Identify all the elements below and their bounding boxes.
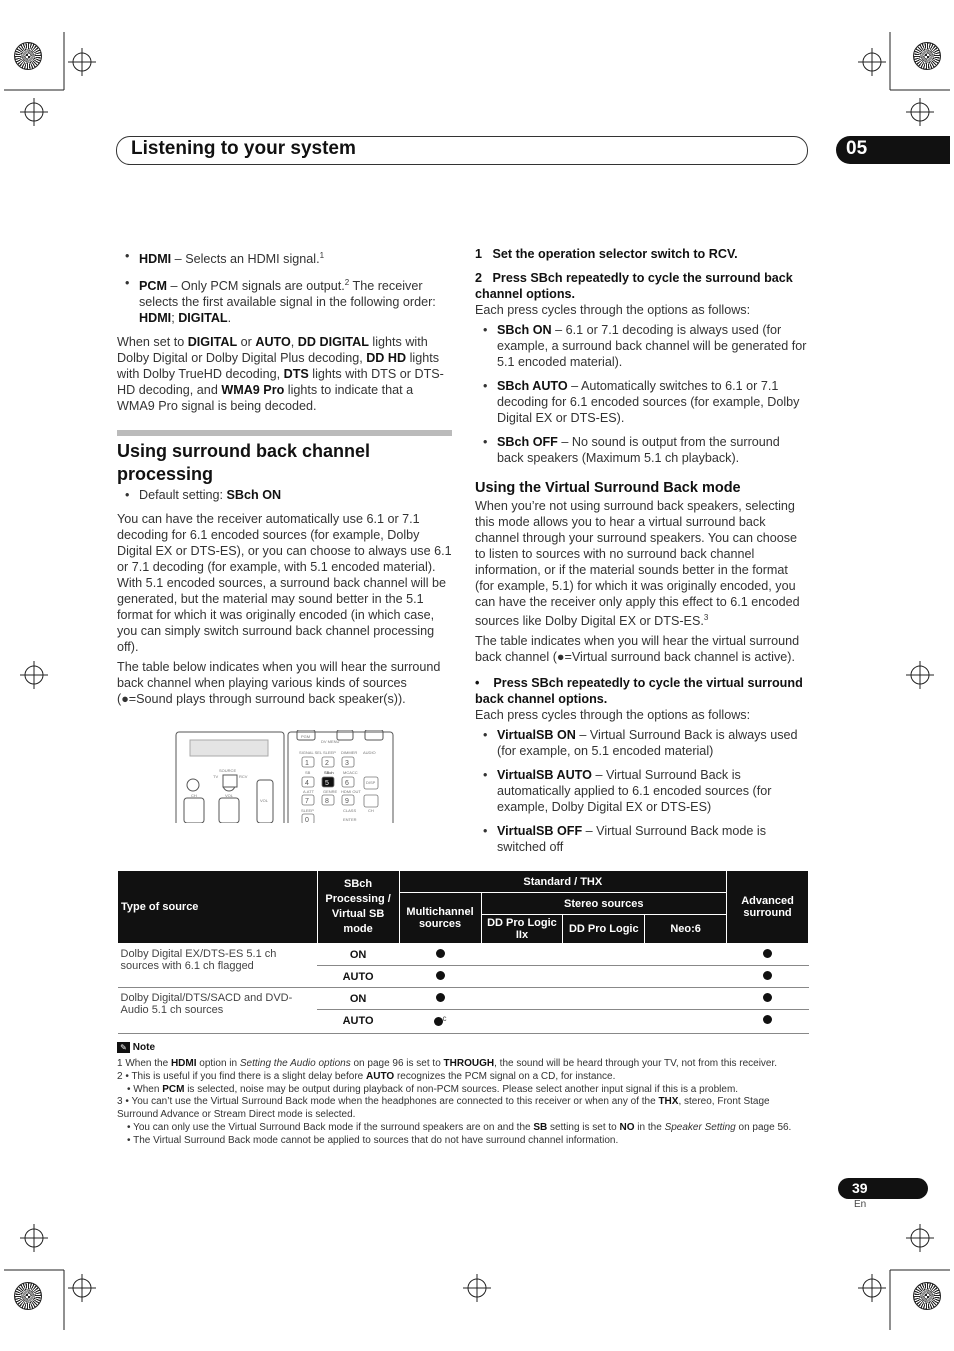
- list-item: • SBch OFF – No sound is output from the surround back speakers (Maximum 5.1 ch playback).: [475, 434, 809, 466]
- table-row: [118, 944, 809, 966]
- body-paragraph: The table indicates when you will hear the virtual surround back channel (●=Virtual surround back channel is active).: [475, 634, 800, 665]
- list-item: • VirtualSB ON – Virtual Surround Back is always used (for example, on 5.1 encoded material): [475, 727, 809, 759]
- color-registration-mark: [14, 42, 42, 70]
- remote-label: VOL: [225, 793, 234, 798]
- remote-label: SLEEP: [323, 750, 336, 755]
- remote-label: DISP: [366, 780, 376, 785]
- table-header-multichannel: Multichannel sources: [399, 893, 481, 944]
- step-2: 2 Press SBch repeatedly to cycle the surround back channel options.: [475, 271, 793, 301]
- remote-key-label: 1: [305, 760, 309, 767]
- active-dot: [763, 971, 772, 980]
- chapter-number-tab: [836, 136, 950, 164]
- remote-label: SOURCE: [219, 768, 237, 773]
- list-item: • VirtualSB AUTO – Virtual Surround Back is automatically applied to 6.1 encoded sources (for example, Dolby Digital EX or DTS-ES): [475, 767, 809, 815]
- active-dot: [434, 1017, 443, 1026]
- color-registration-mark: [913, 42, 941, 70]
- step-1: 1 Set the operation selector switch to RCV.: [475, 247, 738, 261]
- remote-label: HDMI OUT: [341, 789, 361, 794]
- table-header-standard: Standard / THX: [399, 871, 726, 893]
- language-code: En: [854, 1199, 867, 1210]
- table-row: AUTO $^c$: [118, 1010, 809, 1034]
- table-header-pl: DD Pro Logic: [563, 915, 645, 944]
- remote-label: SB: [305, 770, 311, 775]
- note-3b: • You can only use the Virtual Surround Back mode if the surround speakers are on and the SB setting is set to NO in the Speaker Setting on page 56.: [127, 1121, 792, 1133]
- right-column: [475, 246, 809, 863]
- remote-label: SIGNAL SEL: [299, 750, 323, 755]
- remote-key-label: 5: [325, 780, 329, 787]
- remote-label: VOL: [260, 798, 269, 803]
- active-dot: [763, 1015, 772, 1024]
- body-paragraph: The table below indicates when you will hear the surround back channel when playing various kinds of sources (●=Sound plays through surround back speaker(s)).: [117, 660, 441, 706]
- body-paragraph: You can have the receiver automatically use 6.1 or 7.1 decoding for 6.1 encoded sources (for example, Dolby Digital EX or DTS-ES), or you can choose to always use 6.1 or 7.1 decoding (for example, with 5.1 encoded material). With 5.1 encoded sources, a surround back channel will be generated, but the material may sound better in the 5.1 format for which it was originally encoded (in which case, you can simply switch surround back channel processing off).: [117, 512, 452, 654]
- note-heading: ✎ Note: [117, 1042, 809, 1055]
- table-cell-source: Dolby Digital/DTS/SACD and DVD-Audio 5.1 ch sources: [118, 988, 318, 1034]
- page-number: 39: [852, 1180, 868, 1196]
- remote-label: AUDIO: [363, 750, 376, 755]
- table-header-sbch: SBch Processing / Virtual SB mode: [317, 871, 399, 944]
- subsection-title: Using the Virtual Surround Back mode: [475, 480, 741, 496]
- note-2b: • When PCM is selected, noise may be output during playback of non-PCM sources. Please select another input signal if this is a problem.: [127, 1083, 739, 1095]
- vsb-step: • Press SBch repeatedly to cycle the virtual surround back channel options.: [475, 676, 803, 707]
- table-header-pl2x: DD Pro Logic IIx: [481, 915, 563, 944]
- list-item: • SBch ON – 6.1 or 7.1 decoding is always used (for example, a surround back channel will be generated for 5.1 encoded material).: [475, 322, 809, 370]
- list-item: • VirtualSB OFF – Virtual Surround Back mode is switched off: [475, 823, 809, 855]
- remote-label: CLASS: [343, 808, 357, 813]
- list-item: • Default setting: SBch ON: [117, 487, 453, 503]
- section-divider: [117, 430, 452, 436]
- chapter-header-bar: [116, 136, 808, 165]
- left-top-block: [117, 248, 453, 414]
- table-cell-mode: ON: [317, 988, 399, 1010]
- remote-key-label: 7: [305, 798, 309, 805]
- active-dot: [436, 971, 445, 980]
- table-header-advanced: Advanced surround: [727, 871, 809, 944]
- list-item: • HDMI – Selects an HDMI signal.$^1$: [117, 248, 453, 267]
- chapter-number: 05: [846, 138, 868, 159]
- remote-label: GENRE: [323, 789, 338, 794]
- remote-control-illustration: [175, 730, 395, 823]
- remote-key-label: 4: [305, 780, 309, 787]
- remote-label: SLEEP: [301, 808, 314, 813]
- table-cell-mode: AUTO: [317, 966, 399, 988]
- list-item: • PCM – Only PCM signals are output.$^2$ The receiver selects the first available signal in the following order: HDMI; DIGITAL.: [117, 275, 453, 326]
- default-setting-list: [117, 487, 453, 503]
- table-header-stereo: Stereo sources: [481, 893, 727, 915]
- remote-label: SBch: [324, 770, 334, 775]
- remote-label: DV MENU: [321, 739, 340, 744]
- remote-key-label: 6: [345, 780, 349, 787]
- list-item: • SBch AUTO – Automatically switches to 6.1 or 7.1 decoding for 6.1 encoded sources (for example, Dolby Digital EX or DTS-ES).: [475, 378, 809, 426]
- remote-label: ENTER: [343, 817, 357, 822]
- remote-key-label: 2: [325, 760, 329, 767]
- remote-label: RCV: [239, 774, 248, 779]
- note-icon: ✎: [117, 1042, 130, 1053]
- remote-label: A.ATT: [303, 789, 315, 794]
- table-header-type: Type of source: [118, 871, 318, 944]
- cycle-intro: Each press cycles through the options as follows:: [475, 303, 751, 317]
- active-dot: [763, 949, 772, 958]
- note-3a: 3 • You can’t use the Virtual Surround Back mode when the headphones are connected to this receiver or when any of the THX, stereo, Front Stage Surround Advance or Stream Direct mode is selected.: [117, 1096, 770, 1121]
- table-cell-mode: AUTO: [317, 1010, 399, 1034]
- remote-key-label: 9: [345, 798, 349, 805]
- note-2a: 2 • This is useful if you find there is a slight delay before AUTO recognizes the PCM signal on a CD, for instance.: [117, 1070, 616, 1082]
- active-dot: [436, 993, 445, 1002]
- active-dot: [436, 949, 445, 958]
- table-header-neo6: Neo:6: [645, 915, 727, 944]
- table-cell-source: Dolby Digital EX/DTS-ES 5.1 ch sources with 6.1 ch flagged: [118, 944, 318, 988]
- note-3c: • The Virtual Surround Back mode cannot be applied to sources that do not have surround channel information.: [127, 1134, 619, 1146]
- remote-label: TV: [213, 774, 219, 779]
- remote-label: CH: [191, 793, 197, 798]
- body-paragraph: When you’re not using surround back speakers, selecting this mode allows you to hear a virtual surround back channel through your surround speakers. You can choose to listen to sources with no surround back channel information, or if the material sounds better in the format (for example, 5.1) for which it was originally encoded, you can have the receiver only apply this effect to 6.1 encoded sources like Dolby Digital EX or DTS-ES.$^3$: [475, 499, 800, 629]
- notes-block: [117, 1042, 809, 1148]
- section-title: Using surround back channel processing: [117, 441, 371, 484]
- remote-drawing: [175, 730, 395, 823]
- note-1: 1 When the HDMI option in Setting the Audio options on page 96 is set to THROUGH, the sound will be heard through your TV, not from this receiver.: [117, 1057, 778, 1069]
- cycle-intro: Each press cycles through the options as follows:: [475, 708, 751, 723]
- remote-label: PGM: [301, 734, 311, 739]
- color-registration-mark: [14, 1282, 42, 1310]
- active-dot: [763, 993, 772, 1002]
- table-cell-mode: ON: [317, 944, 399, 966]
- page-number-tab: [838, 1178, 928, 1199]
- indicator-paragraph: When set to DIGITAL or AUTO, DD DIGITAL lights with Dolby Digital or Dolby Digital Plus decoding, DD HD lights with Dolby TrueHD decoding, DTS lights with DTS or DTS-HD decoding, and WMA9 Pro lights to indicate that a WMA9 Pro signal is being decoded.: [117, 335, 444, 414]
- color-registration-mark: [913, 1282, 941, 1310]
- remote-key-label: 3: [345, 760, 349, 767]
- remote-key-label: 8: [325, 798, 329, 805]
- vsb-options-list: [475, 727, 809, 855]
- remote-label: DIMMER: [341, 750, 358, 755]
- chapter-title: Listening to your system: [131, 138, 356, 159]
- remote-label: CH: [368, 808, 374, 813]
- surround-back-table: [117, 870, 809, 1034]
- remote-label: MCACC: [343, 770, 358, 775]
- sbch-options-list: [475, 322, 809, 466]
- remote-key-label: 0: [305, 817, 309, 823]
- section-block-sb: [117, 440, 453, 707]
- input-signal-list: [117, 248, 453, 326]
- table-row: [118, 988, 809, 1010]
